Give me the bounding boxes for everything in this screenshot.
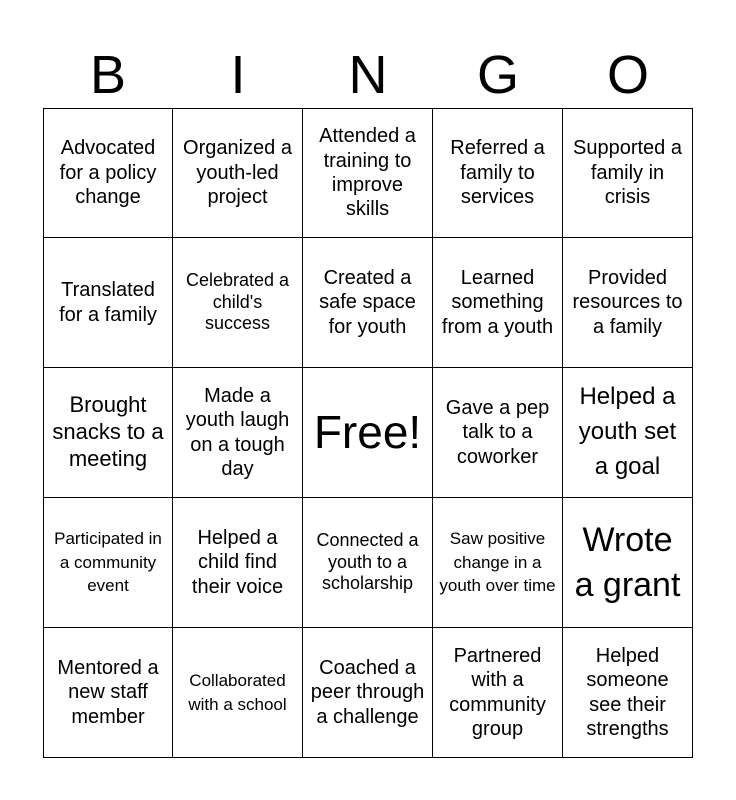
bingo-cell[interactable]: Celebrated a child's success bbox=[173, 238, 303, 368]
bingo-cell[interactable]: Coached a peer through a challenge bbox=[303, 628, 433, 758]
bingo-header bbox=[43, 42, 693, 108]
header-letter-g: G bbox=[476, 45, 519, 105]
header-letter-n: N bbox=[348, 45, 388, 105]
bingo-cell[interactable]: Advocated for a policy change bbox=[43, 108, 173, 238]
free-space-cell[interactable]: Free! bbox=[303, 368, 433, 498]
header-letter-b: B bbox=[89, 45, 127, 105]
bingo-cell[interactable]: Helped a youth set a goal bbox=[563, 368, 693, 498]
header-letter-i: I bbox=[230, 45, 246, 105]
bingo-cell[interactable]: Helped a child find their voice bbox=[173, 498, 303, 628]
bingo-cell[interactable]: Wrote a grant bbox=[563, 498, 693, 628]
bingo-cell[interactable]: Referred a family to services bbox=[433, 108, 563, 238]
bingo-cell[interactable]: Partnered with a community group bbox=[433, 628, 563, 758]
header-letter-o: O bbox=[606, 45, 649, 105]
bingo-cell[interactable]: Translated for a family bbox=[43, 238, 173, 368]
bingo-cell[interactable]: Learned something from a youth bbox=[433, 238, 563, 368]
bingo-cell[interactable]: Brought snacks to a meeting bbox=[43, 368, 173, 498]
bingo-cell[interactable]: Mentored a new staff member bbox=[43, 628, 173, 758]
bingo-cell[interactable]: Made a youth laugh on a tough day bbox=[173, 368, 303, 498]
bingo-cell[interactable]: Helped someone see their strengths bbox=[563, 628, 693, 758]
bingo-cell[interactable]: Attended a training to improve skills bbox=[303, 108, 433, 238]
bingo-board bbox=[43, 108, 693, 758]
bingo-cell[interactable]: Supported a family in crisis bbox=[563, 108, 693, 238]
bingo-cell[interactable]: Connected a youth to a scholarship bbox=[303, 498, 433, 628]
bingo-cell[interactable]: Participated in a community event bbox=[43, 498, 173, 628]
bingo-cell[interactable]: Collaborated with a school bbox=[173, 628, 303, 758]
bingo-cell[interactable]: Provided resources to a family bbox=[563, 238, 693, 368]
bingo-cell[interactable]: Saw positive change in a youth over time bbox=[433, 498, 563, 628]
bingo-cell[interactable]: Created a safe space for youth bbox=[303, 238, 433, 368]
bingo-cell[interactable]: Organized a youth-led project bbox=[173, 108, 303, 238]
bingo-cell[interactable]: Gave a pep talk to a coworker bbox=[433, 368, 563, 498]
